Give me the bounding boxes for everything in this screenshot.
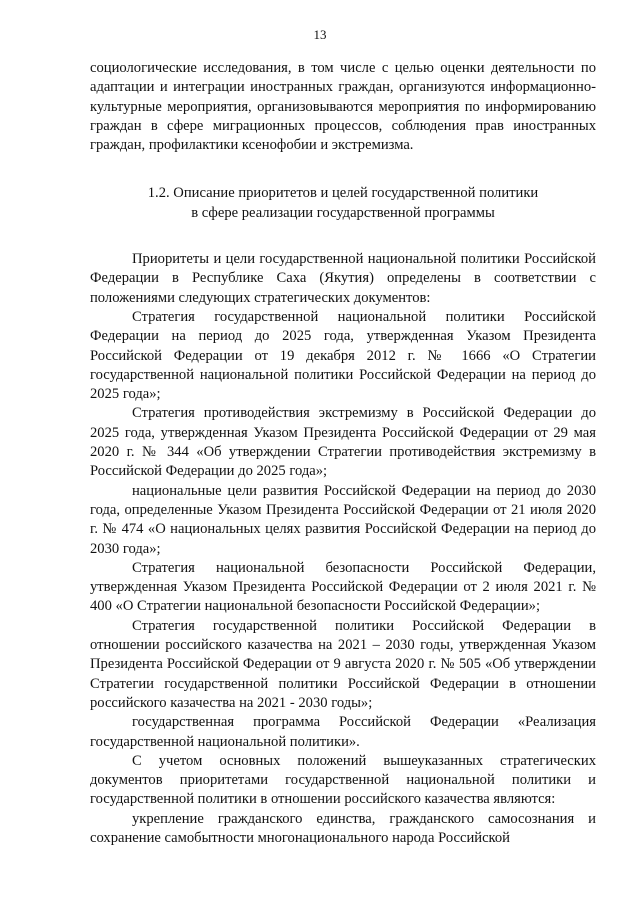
paragraph-civic-unity: укрепление гражданского единства, гражданского самосознания и сохранение самобытности многонационального народа Российской [90,810,596,846]
page-number: 13 [313,27,327,42]
paragraph-cossacks-strategy: Стратегия государственной политики Российской Федерации в отношении российского казачества на 2021 – 2030 годы, утвержденная Указом Президента Российской Федерации от 9 августа 2020 г. № 505 «Об утверждении Стратегии государственной политики Российской Федерации в отношении российского казачества на 2021 - 2030 годы»; [90,617,596,711]
section-heading-line-1: 1.2. Описание приоритетов и целей государственной политики [147,185,539,202]
continuation-paragraph: социологические исследования, в том числе с целью оценки деятельности по адаптации и интеграции иностранных граждан, организуются информационно-культурные мероприятия, организовываются мероприятия по информированию граждан в сфере миграционных процессов, соблюдения прав иностранных граждан, профилактики ксенофобии и экстремизма. [90,60,596,154]
paragraph-national-security: Стратегия национальной безопасности Российской Федерации, утвержденная Указом Президента Российской Федерации от 2 июля 2021 г. № 400 «О Стратегии национальной безопасности Российской Федерации»; [90,559,596,615]
paragraph-national-goals: национальные цели развития Российской Федерации на период до 2030 года, определенные Указом Президента Российской Федерации от 21 июля 2020 г. № 474 «О национальных целях развития Российской Федерации на период до 2030 года»; [90,482,596,557]
document-body [90,59,596,848]
paragraph-state-program: государственная программа Российской Федерации «Реализация государственной национальной политики». [90,714,596,750]
paragraph-strategy-national-policy: Стратегия государственной национальной политики Российской Федерации на период до 2025 года, утвержденная Указом Президента Российской Федерации от 19 декабря 2012 г. № 1666 «О Стратегии государственной национальной политики Российской Федерации на период до 2025 года»; [90,308,596,403]
paragraph-priorities-list-intro: С учетом основных положений вышеуказанных стратегических документов приоритетами государственной национальной политики и государственной политики в отношении российского казачества являются: [90,752,596,808]
paragraph-strategy-extremism: Стратегия противодействия экстремизму в Российской Федерации до 2025 года, утвержденная Указом Президента Российской Федерации от 29 мая 2020 г. № 344 «Об утверждении Стратегии противодействия экстремизму в Российской Федерации до 2025 года»; [90,405,596,480]
section-heading [90,184,596,223]
section-heading-line-2: в сфере реализации государственной программы [191,204,495,221]
paragraph-priorities-intro: Приоритеты и цели государственной национальной политики Российской Федерации в Республике Саха (Якутия) определены в соответствии с положениями следующих стратегических документов: [90,251,596,306]
